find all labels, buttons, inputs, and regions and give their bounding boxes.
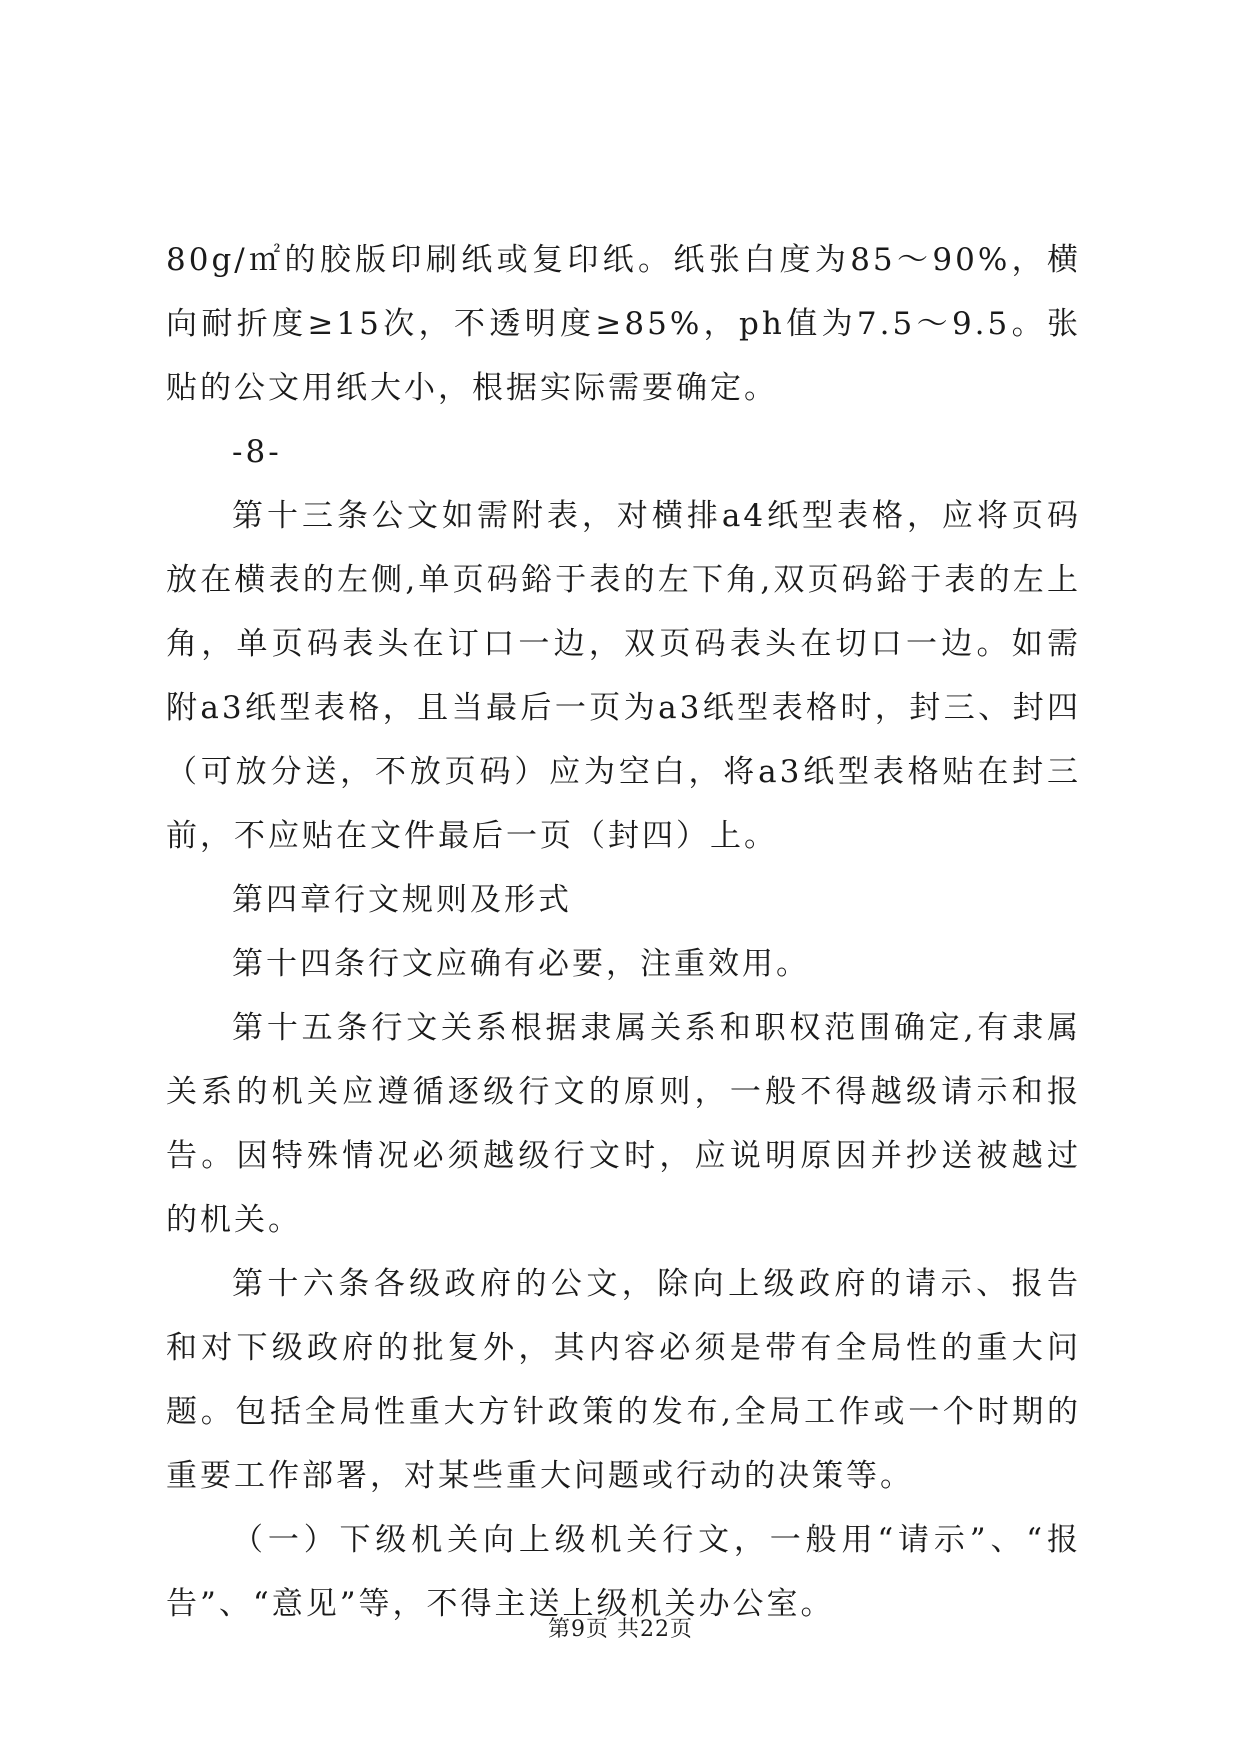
inline-page-marker: -8- <box>232 434 282 470</box>
paragraph-paper-spec: 80g/㎡的胶版印刷纸或复印纸。纸张白度为85～90%，横向耐折度≥15次，不透明度≥85%，ph值为7.5～9.5。张贴的公文用纸大小，根据实际需要确定。 <box>166 242 1081 406</box>
chapter-heading: 第四章行文规则及形式 <box>232 882 572 918</box>
paragraph-item-1: （一）下级机关向上级机关行文，一般用“请示”、“报告”、“意见”等，不得主送上级机关办公室。 <box>166 1522 1081 1622</box>
paragraph-article-14: 第十四条行文应确有必要，注重效用。 <box>232 946 810 982</box>
paragraph-article-16: 第十六条各级政府的公文，除向上级政府的请示、报告和对下级政府的批复外，其内容必须是带有全局性的重大问题。包括全局性重大方针政策的发布,全局工作或一个时期的重要工作部署，对某些重大问题或行动的决策等。 <box>166 1266 1081 1494</box>
document-body <box>166 228 1081 1636</box>
paragraph-article-15: 第十五条行文关系根据隶属关系和职权范围确定,有隶属关系的机关应遵循逐级行文的原则，一般不得越级请示和报告。因特殊情况必须越级行文时，应说明原因并抄送被越过的机关。 <box>166 1010 1081 1238</box>
page-footer: 第9页 共22页 <box>548 1617 693 1642</box>
paragraph-article-13: 第十三条公文如需附表，对横排a4纸型表格，应将页码放在横表的左侧,单页码鋊于表的左下角,双页码鋊于表的左上角，单页码表头在订口一边，双页码表头在切口一边。如需附a3纸型表格，且当最后一页为a3纸型表格时，封三、封四（可放分送，不放页码）应为空白，将a3纸型表格贴在封三前，不应贴在文件最后一页（封四）上。 <box>166 498 1081 854</box>
